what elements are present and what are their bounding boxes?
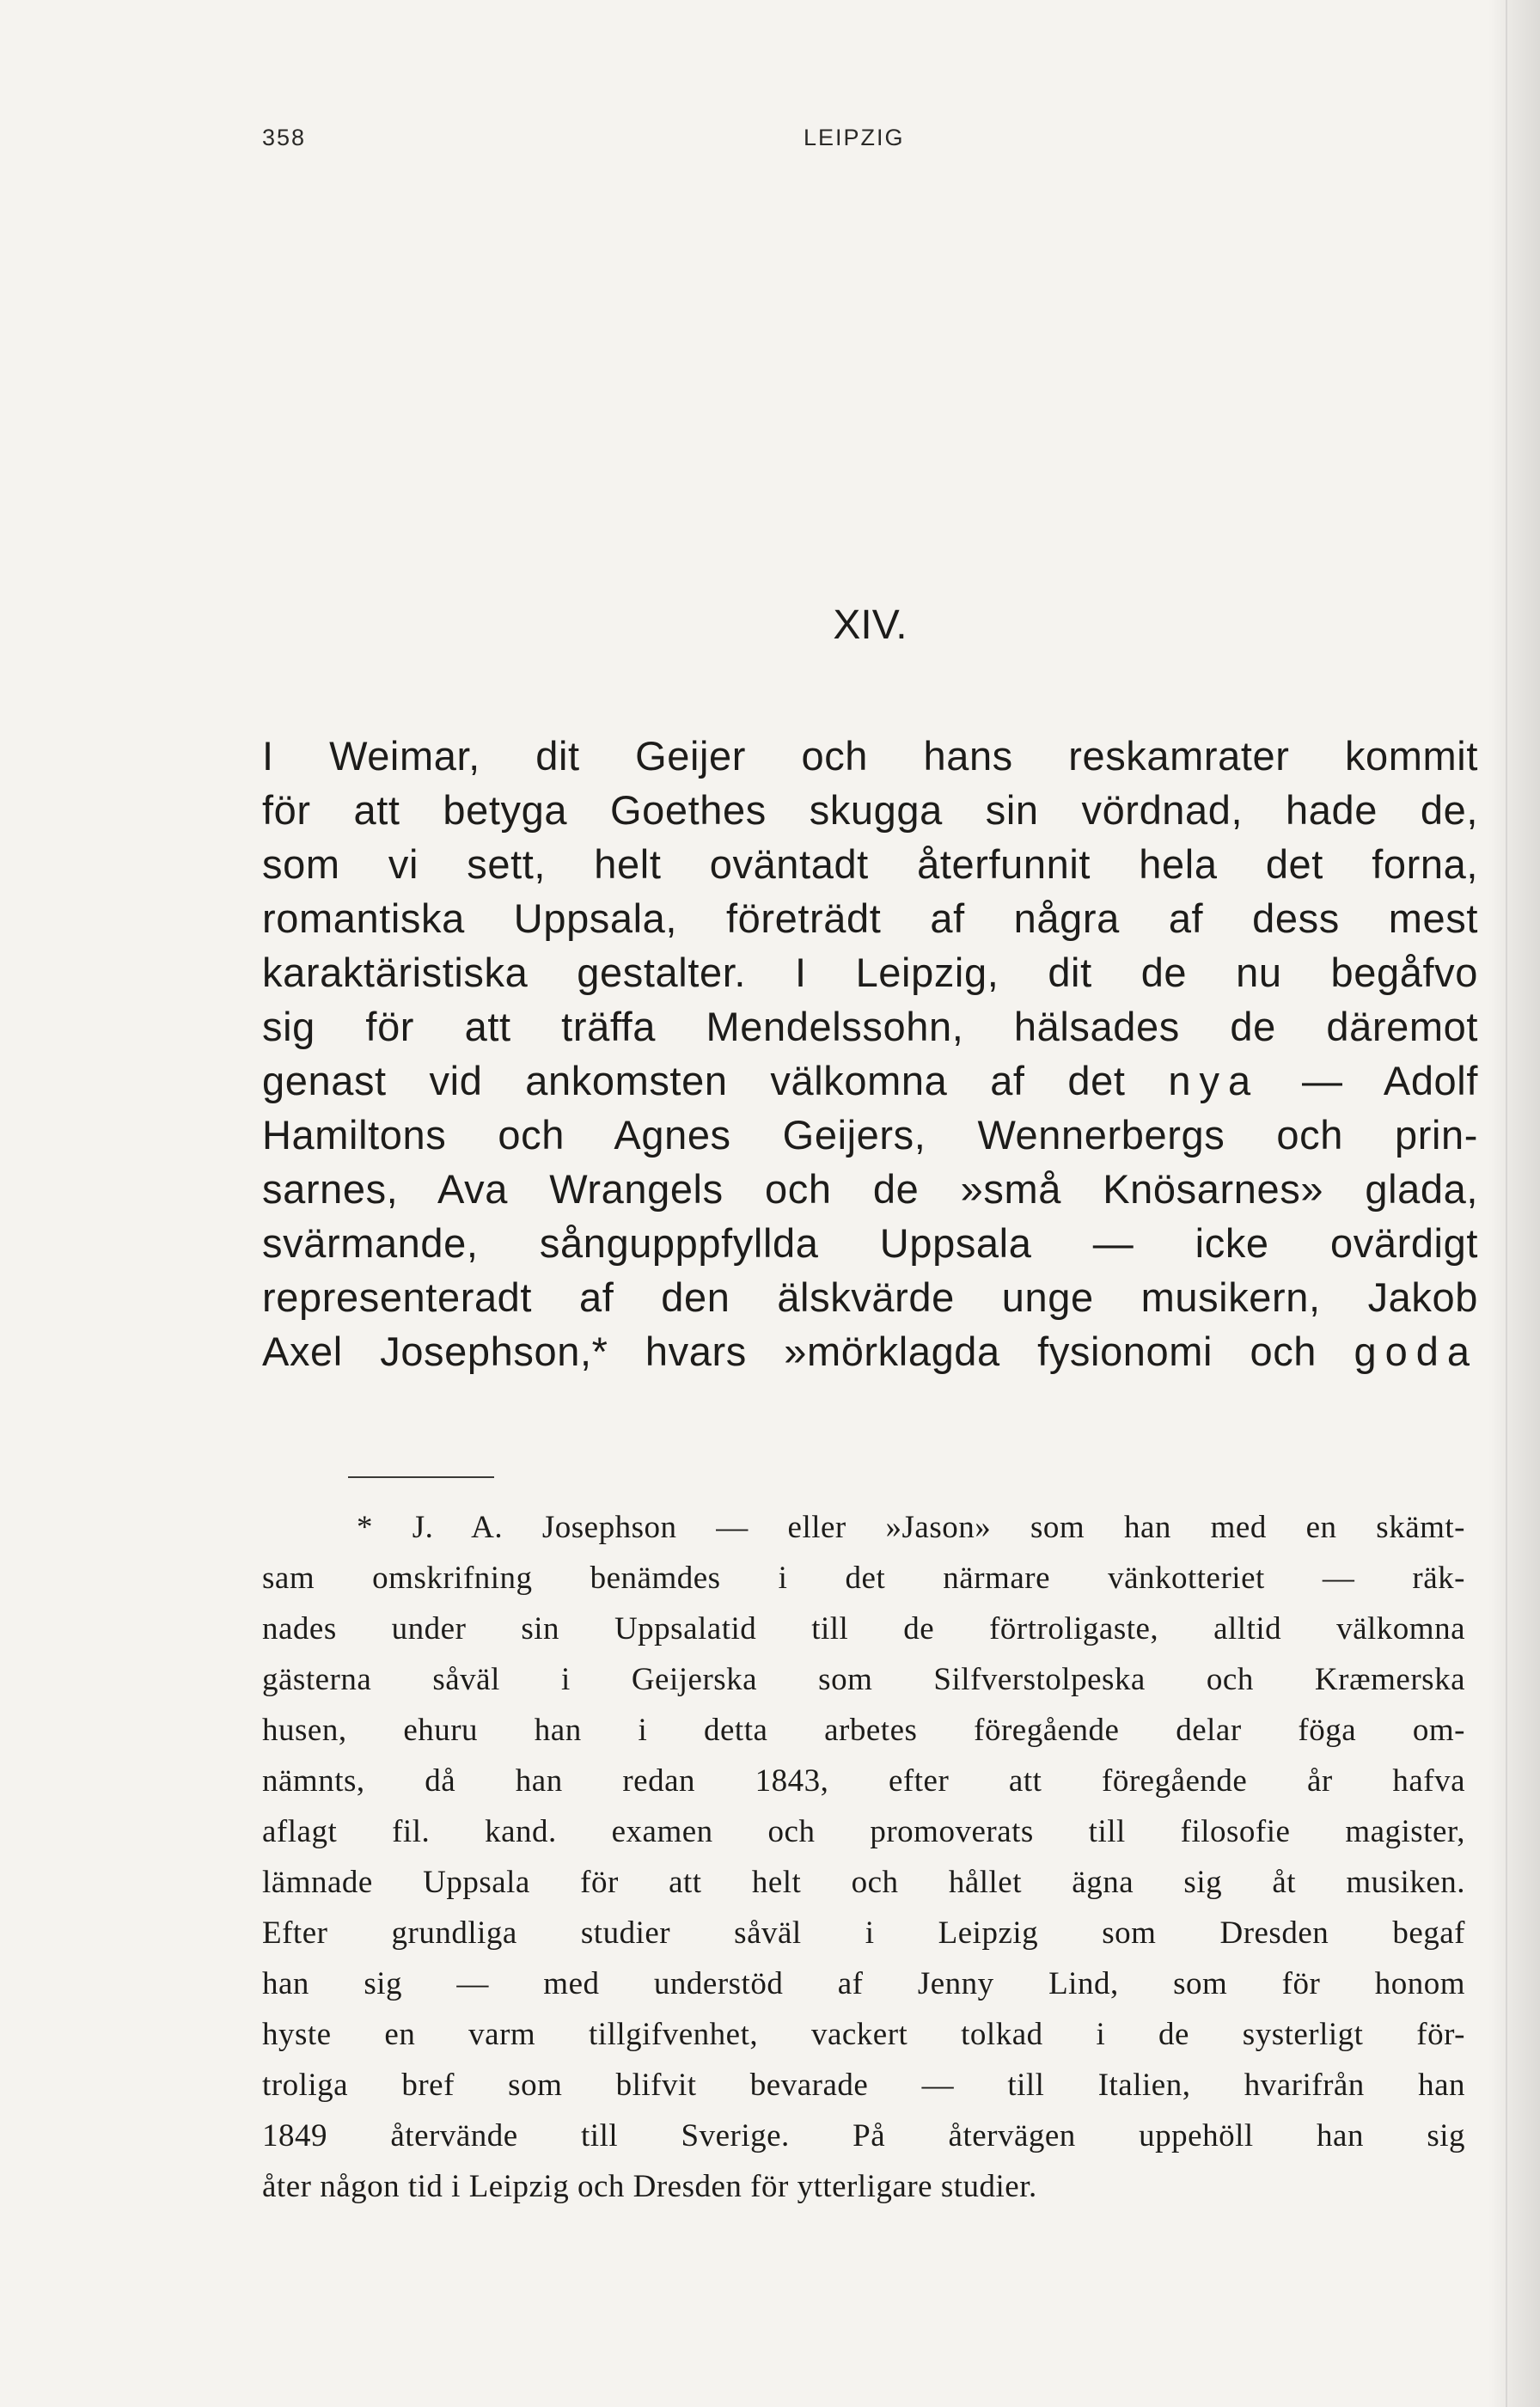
footnote-line: hyste en varm tillgifvenhet, vackert tolkad i de systerligt för- — [262, 2017, 1465, 2052]
body-line: representeradt af den älskvärde unge musikern, Jakob — [262, 1274, 1478, 1320]
footnote-line: han sig — med understöd af Jenny Lind, som för honom — [262, 1966, 1465, 2001]
body-line: som vi sett, helt oväntadt återfunnit hela det forna, — [262, 841, 1478, 887]
footnote-line: Efter grundliga studier såväl i Leipzig som Dresden begaf — [262, 1915, 1465, 1951]
footnote-line: åter någon tid i Leipzig och Dresden för ytterligare studier. — [262, 2169, 1037, 2204]
footnote-divider — [348, 1476, 494, 1478]
footnote-line: * J. A. Josephson — eller »Jason» som han med en skämt- — [357, 1510, 1465, 1545]
footnote-line: lämnade Uppsala för att helt och hållet ägna sig åt musiken. — [262, 1865, 1465, 1900]
body-line: Hamiltons och Agnes Geijers, Wennerbergs och prin- — [262, 1112, 1478, 1158]
running-head-title: LEIPZIG — [804, 125, 905, 150]
body-text-segment: Axel Josephson,* hvars »mörklagda fysionomi och — [262, 1329, 1354, 1374]
body-line: sig för att träffa Mendelssohn, hälsades de däremot — [262, 1004, 1478, 1049]
footnote-line: troliga bref som blifvit bevarade — till Italien, hvarifrån han — [262, 2068, 1465, 2103]
footnote-line: gästerna såväl i Geijerska som Silfverstolpeska och Kræmerska — [262, 1662, 1465, 1697]
body-paragraph — [262, 729, 1478, 1378]
footnote-line: husen, ehuru han i detta arbetes föregående delar föga om- — [262, 1713, 1465, 1748]
chapter-number: XIV. — [833, 602, 908, 648]
footnote-line: 1849 återvände till Sverige. På återvägen uppehöll han sig — [262, 2118, 1465, 2153]
footnote-line: nades under sin Uppsalatid till de förtroligaste, alltid välkomna — [262, 1611, 1465, 1646]
body-line: I Weimar, dit Geijer och hans reskamrater kommit — [262, 733, 1478, 779]
footnote-line: sam omskrifning benämdes i det närmare vänkotteriet — räk- — [262, 1561, 1465, 1596]
emphasized-word: goda — [1354, 1329, 1478, 1374]
body-line: svärmande, sångupppfyllda Uppsala — icke ovärdigt — [262, 1220, 1478, 1266]
running-head — [262, 125, 1478, 159]
footnote-line: aflagt fil. kand. examen och promoverats till filosofie magister, — [262, 1814, 1465, 1849]
page-number: 358 — [262, 125, 307, 150]
body-text-segment: — Adolf — [1259, 1058, 1478, 1103]
footnote-line: nämnts, då han redan 1843, efter att föregående år hafva — [262, 1763, 1465, 1799]
body-line: sarnes, Ava Wrangels och de »små Knösarnes» glada, — [262, 1166, 1478, 1212]
body-line — [262, 1054, 1478, 1108]
page-gutter-line — [1506, 0, 1507, 2407]
body-line — [262, 1324, 1478, 1378]
page-edge-shadow — [1488, 0, 1540, 2407]
body-line: karaktäristiska gestalter. I Leipzig, dit de nu begåfvo — [262, 950, 1478, 995]
footnote — [262, 1502, 1465, 2212]
body-text-segment: genast vid ankomsten välkomna af det — [262, 1058, 1169, 1103]
body-line: romantiska Uppsala, företrädt af några af dess mest — [262, 895, 1478, 941]
emphasized-word: nya — [1168, 1058, 1260, 1103]
body-line: för att betyga Goethes skugga sin vördnad, hade de, — [262, 787, 1478, 833]
